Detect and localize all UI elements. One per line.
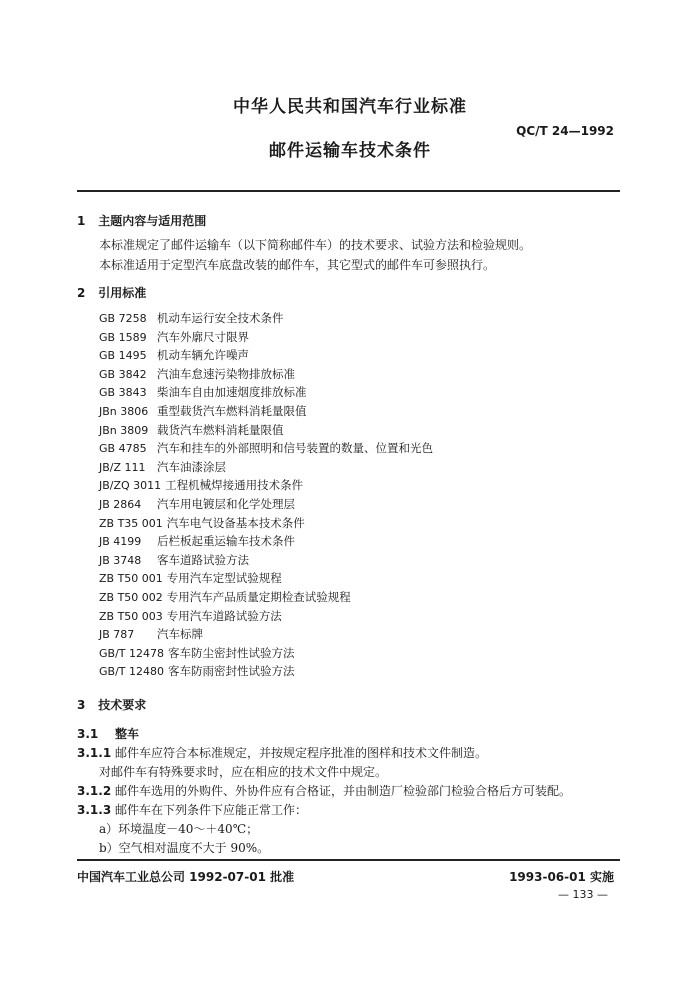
- subsection-3-1: [77, 725, 139, 742]
- clause-3-1-2: [77, 782, 571, 799]
- reference-name: 专用汽车定型试验规程: [166, 571, 282, 586]
- reference-name: 汽车标牌: [157, 627, 203, 642]
- section-title: 主题内容与适用范围: [98, 214, 207, 228]
- clause-number: 3.1.2: [77, 784, 112, 798]
- reference-code: GB 1589: [99, 330, 147, 344]
- section-1-heading: [77, 212, 206, 229]
- section-number: 3: [77, 698, 86, 712]
- reference-code: GB/T 12478: [99, 646, 164, 660]
- list-item: [99, 422, 433, 441]
- section-title: 技术要求: [98, 698, 147, 712]
- reference-name: 汽车和挂车的外部照明和信号装置的数量、位置和光色: [157, 441, 433, 456]
- clause-3-1-3: [77, 801, 307, 818]
- list-item: [99, 310, 433, 329]
- reference-code: GB/T 12480: [99, 665, 164, 679]
- list-item: [99, 403, 433, 422]
- reference-name: 汽车外廓尺寸限界: [157, 329, 249, 344]
- list-item: [99, 477, 433, 496]
- section-1-para-1: 本标准规定了邮件运输车（以下简称邮件车）的技术要求、试验方法和检验规则。: [99, 238, 532, 252]
- section-2-heading: [77, 284, 146, 301]
- reference-code: JBn 3806: [99, 404, 149, 418]
- subsection-title: 整车: [115, 727, 140, 741]
- section-title: 引用标准: [98, 286, 147, 300]
- page-number: — 133 —: [558, 888, 608, 901]
- section-number: 1: [77, 214, 86, 228]
- reference-code: GB 3842: [99, 367, 147, 381]
- reference-name: 机动车运行安全技术条件: [157, 311, 284, 325]
- reference-code: GB 4785: [99, 442, 147, 456]
- reference-code: JB 4199: [99, 535, 142, 549]
- list-item: [99, 347, 433, 366]
- reference-name: 客车防雨密封性试验方法: [168, 664, 295, 679]
- clause-3-1-1: [77, 744, 487, 761]
- list-item: [99, 645, 433, 664]
- clause-text: 邮件车选用的外购件、外协件应有合格证，并由制造厂检验部门检验合格后方可装配。: [115, 784, 572, 798]
- list-item: [99, 570, 433, 589]
- section-number: 2: [77, 286, 86, 300]
- reference-code: ZB T50 001: [99, 572, 163, 586]
- reference-name: 重型载货汽车燃料消耗量限值: [157, 403, 307, 418]
- clause-text: 邮件车应符合本标准规定，并按规定程序批准的图样和技术文件制造。: [115, 746, 488, 760]
- approval-line: 中国汽车工业总公司 1992-07-01 批准: [77, 870, 295, 884]
- section-3-heading: [77, 696, 146, 713]
- list-item: [99, 589, 433, 608]
- reference-name: 客车道路试验方法: [157, 552, 249, 567]
- reference-name: 客车防尘密封性试验方法: [168, 645, 295, 660]
- clause-item-b: b）空气相对温度不大于 90%。: [99, 841, 270, 855]
- reference-list: [99, 310, 433, 682]
- bottom-rule: [77, 859, 620, 861]
- list-item: [99, 366, 433, 385]
- reference-code: JBn 3809: [99, 423, 149, 437]
- section-1-para-2: 本标准适用于定型汽车底盘改装的邮件车，其它型式的邮件车可参照执行。: [99, 258, 496, 272]
- reference-name: 汽车电气设备基本技术条件: [166, 515, 305, 530]
- reference-name: 柴油车自由加速烟度排放标准: [157, 385, 307, 400]
- list-item: [99, 552, 433, 571]
- reference-code: ZB T50 003: [99, 609, 163, 623]
- reference-name: 机动车辆允许噪声: [157, 348, 249, 363]
- list-item: [99, 608, 433, 627]
- reference-code: GB 1495: [99, 349, 147, 363]
- list-item: [99, 459, 433, 478]
- reference-code: JB 3748: [99, 553, 142, 567]
- list-item: [99, 440, 433, 459]
- list-item: [99, 515, 433, 534]
- list-item: [99, 533, 433, 552]
- reference-code: JB/Z 111: [99, 460, 146, 474]
- list-item: [99, 626, 433, 645]
- reference-code: JB/ZQ 3011: [99, 479, 162, 493]
- standard-code: QC/T 24—1992: [516, 124, 614, 138]
- clause-number: 3.1.3: [77, 803, 112, 817]
- clause-number: 3.1.1: [77, 746, 112, 760]
- top-rule: [77, 190, 620, 192]
- list-item: [99, 384, 433, 403]
- reference-code: ZB T50 002: [99, 590, 163, 604]
- reference-name: 汽油车怠速污染物排放标准: [157, 366, 295, 381]
- reference-code: JB 787: [99, 628, 135, 642]
- reference-name: 后栏板起重运输车技术条件: [157, 534, 295, 549]
- reference-name: 汽车油漆涂层: [157, 459, 226, 474]
- doc-title: 邮件运输车技术条件: [269, 141, 431, 161]
- reference-code: ZB T35 001: [99, 516, 163, 530]
- reference-code: GB 7258: [99, 312, 147, 325]
- reference-code: GB 3843: [99, 386, 147, 400]
- clause-3-1-1-continuation: 对邮件车有特殊要求时，应在相应的技术文件中规定。: [99, 765, 388, 779]
- clause-item-a: a）环境温度－40～＋40℃；: [99, 822, 259, 836]
- clause-text: 邮件车在下列条件下应能正常工作：: [115, 803, 308, 817]
- implementation-date: 1993-06-01 实施: [509, 870, 614, 884]
- reference-code: JB 2864: [99, 497, 142, 511]
- list-item: [99, 329, 433, 348]
- reference-name: 专用汽车产品质量定期检查试验规程: [166, 589, 351, 604]
- org-title: 中华人民共和国汽车行业标准: [233, 97, 467, 117]
- subsection-number: 3.1: [77, 727, 99, 741]
- list-item: [99, 496, 433, 515]
- reference-name: 工程机械焊接通用技术条件: [165, 478, 304, 493]
- reference-name: 汽车用电镀层和化学处理层: [157, 496, 295, 511]
- reference-name: 载货汽车燃料消耗量限值: [157, 422, 284, 437]
- reference-name: 专用汽车道路试验方法: [166, 608, 282, 623]
- list-item: [99, 663, 433, 682]
